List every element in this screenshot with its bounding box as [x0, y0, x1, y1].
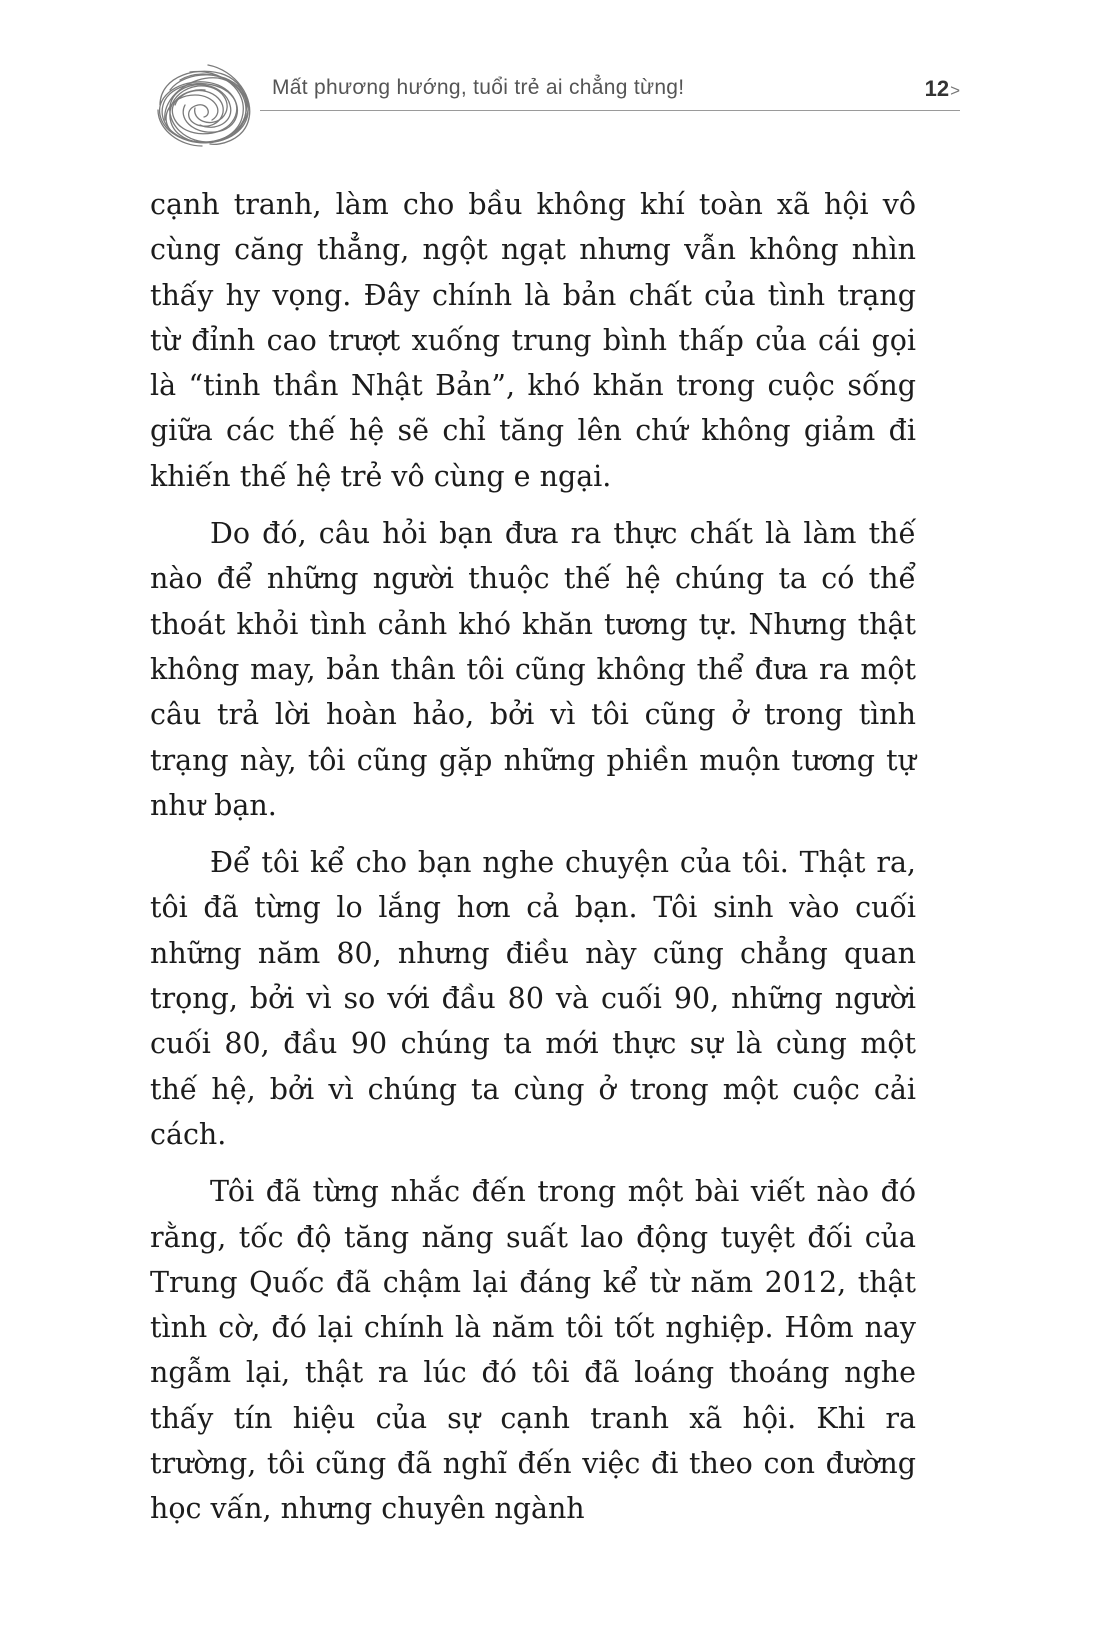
scribble-ball-icon: [150, 60, 260, 150]
header-divider: [260, 110, 960, 111]
page-number-value: 12: [924, 76, 950, 101]
page-number: [925, 76, 960, 102]
body-text: [150, 182, 916, 1544]
page-header: [150, 60, 960, 150]
paragraph-2: Do đó, câu hỏi bạn đưa ra thực chất là làm thế nào để những người thuộc thế hệ chúng ta có thể thoát khỏi tình cảnh khó khăn tương tự. Nhưng thật không may, bản thân tôi cũng không thể đưa ra một câu trả lời hoàn hảo, bởi vì tôi cũng ở trong tình trạng này, tôi cũng gặp những phiền muộn tương tự như bạn.: [150, 517, 916, 822]
paragraph-3: Để tôi kể cho bạn nghe chuyện của tôi. Thật ra, tôi đã từng lo lắng hơn cả bạn. Tôi sinh vào cuối những năm 80, nhưng điều này cũng chẳng quan trọng, bởi vì so với đầu 80 và cuối 90, những người cuối 80, đầu 90 chúng ta mới thực sự là cùng một thế hệ, bởi vì chúng ta cùng ở trong một cuộc cải cách.: [150, 846, 916, 1151]
paragraph-4: Tôi đã từng nhắc đến trong một bài viết nào đó rằng, tốc độ tăng năng suất lao động tuyệt đối của Trung Quốc đã chậm lại đáng kể từ năm 2012, thật tình cờ, đó lại chính là năm tôi tốt nghiệp. Hôm nay ngẫm lại, thật ra lúc đó tôi đã loáng thoáng nghe thấy tín hiệu của sự cạnh tranh xã hội. Khi ra trường, tôi cũng đã nghĩ đến việc đi theo con đường học vấn, nhưng chuyên ngành: [150, 1175, 916, 1526]
paragraph-1: cạnh tranh, làm cho bầu không khí toàn xã hội vô cùng căng thẳng, ngột ngạt nhưng vẫn không nhìn thấy hy vọng. Đây chính là bản chất của tình trạng từ đỉnh cao trượt xuống trung bình thấp của cái gọi là “tinh thần Nhật Bản”, khó khăn trong cuộc sống giữa các thế hệ sẽ chỉ tăng lên chứ không giảm đi khiến thế hệ trẻ vô cùng e ngại.: [150, 188, 916, 493]
page-arrow-icon: >: [950, 81, 960, 100]
running-title: Mất phương hướng, tuổi trẻ ai chẳng từng!: [272, 76, 685, 99]
